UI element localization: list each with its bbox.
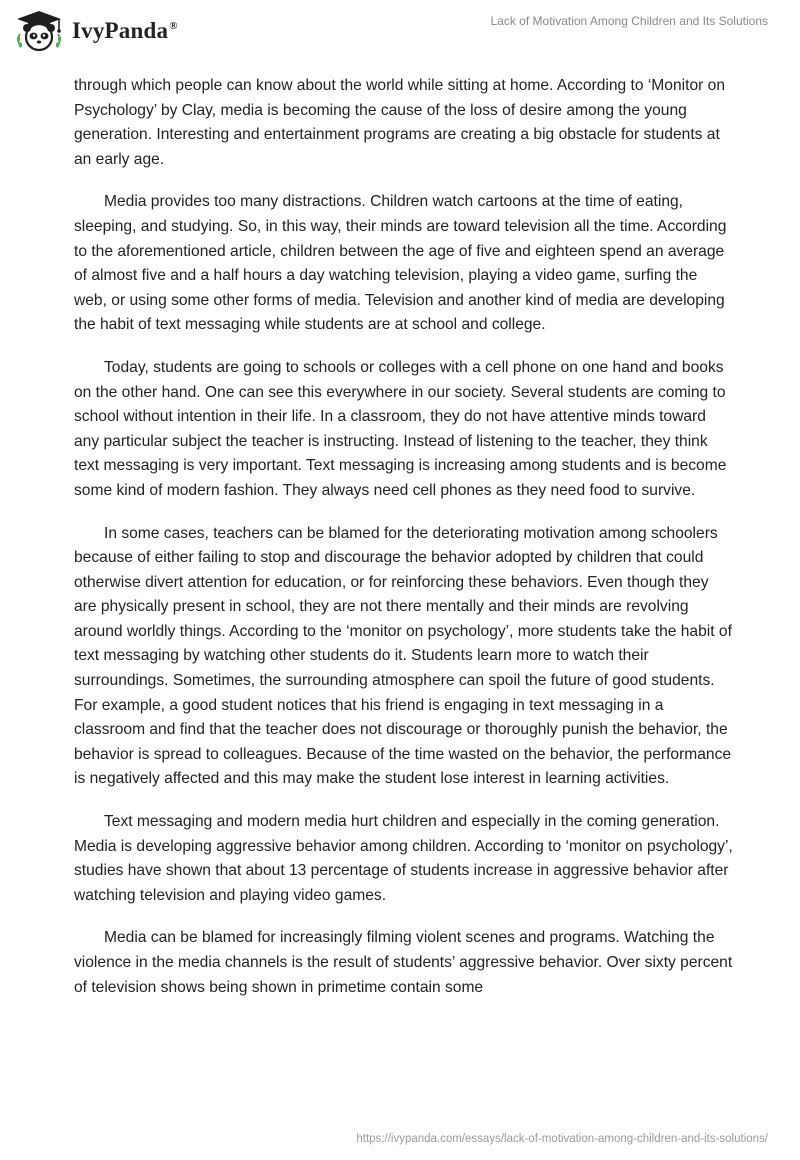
paragraph-3: Today, students are going to schools or colleges with a cell phone on one hand and books on the other hand. One can see this everywhere in our society. Several students are coming to school without intention in their life. In a classroom, they do not have attentive minds toward any particular subject the teacher is instructing. Instead of listening to the teacher, they think text messaging is very important. Text messaging is increasing among students and is become some kind of modern fashion. They always need cell phones as they need food to survive. (74, 358, 727, 499)
ivypanda-logo[interactable] (14, 10, 178, 52)
panda-graduate-icon (14, 10, 64, 52)
paragraph-5: Text messaging and modern media hurt children and especially in the coming generation. Media is developing aggressive behavior among children. According to ‘monitor on psychology’, studies have shown that about 13 percentage of students increase in aggressive behavior after watching television and playing video games. (74, 813, 733, 904)
essay-body (74, 74, 734, 1018)
paragraph-1: through which people can know about the world while sitting at home. According to ‘Monitor on Psychology’ by Clay, media is becoming the cause of the loss of desire among the young generation. Interesting and entertainment programs are creating a big obstacle for students at an early age. (74, 77, 725, 168)
page-header (0, 0, 800, 62)
document-title: Lack of Motivation Among Children and Its Solutions (490, 14, 768, 28)
brand-name (72, 10, 178, 52)
brand-name-text: IvyPanda (72, 18, 169, 43)
paragraph-6: Media can be blamed for increasingly filming violent scenes and programs. Watching the violence in the media channels is the result of students’ aggressive behavior. Over sixty percent of television shows being shown in primetime contain some (74, 929, 733, 996)
registered-mark: ® (169, 20, 178, 33)
paragraph-4: In some cases, teachers can be blamed for the deteriorating motivation among schoolers because of either failing to stop and discourage the behavior adopted by children that could otherwise divert attention for education, or for reinforcing these behaviors. Even though they are physically present in school, they are not there mentally and their minds are revolving around worldly things. According to the ‘monitor on psychology’, more students take the habit of text messaging by watching other students do it. Students learn more to watch their surroundings. Sometimes, the surrounding atmosphere can spoil the future of good students. For example, a good student notices that his friend is engaging in text messaging in a classroom and find that the teacher does not discourage or thoroughly punish the behavior, the behavior is spread to colleagues. Because of the time wasted on the behavior, the performance is negatively affected and this may make the student lose interest in learning activities. (74, 524, 732, 788)
paragraph-2: Media provides too many distractions. Children watch cartoons at the time of eating, sleeping, and studying. So, in this way, their minds are toward television all the time. According to the aforementioned article, children between the age of five and eighteen spend an average of almost five and a half hours a day watching television, playing a video game, surfing the web, or using some other forms of media. Television and another kind of media are developing the habit of text messaging while students are at school and college. (74, 193, 727, 334)
source-url-link[interactable]: https://ivypanda.com/essays/lack-of-motivation-among-children-and-its-solutions/ (356, 1133, 768, 1145)
